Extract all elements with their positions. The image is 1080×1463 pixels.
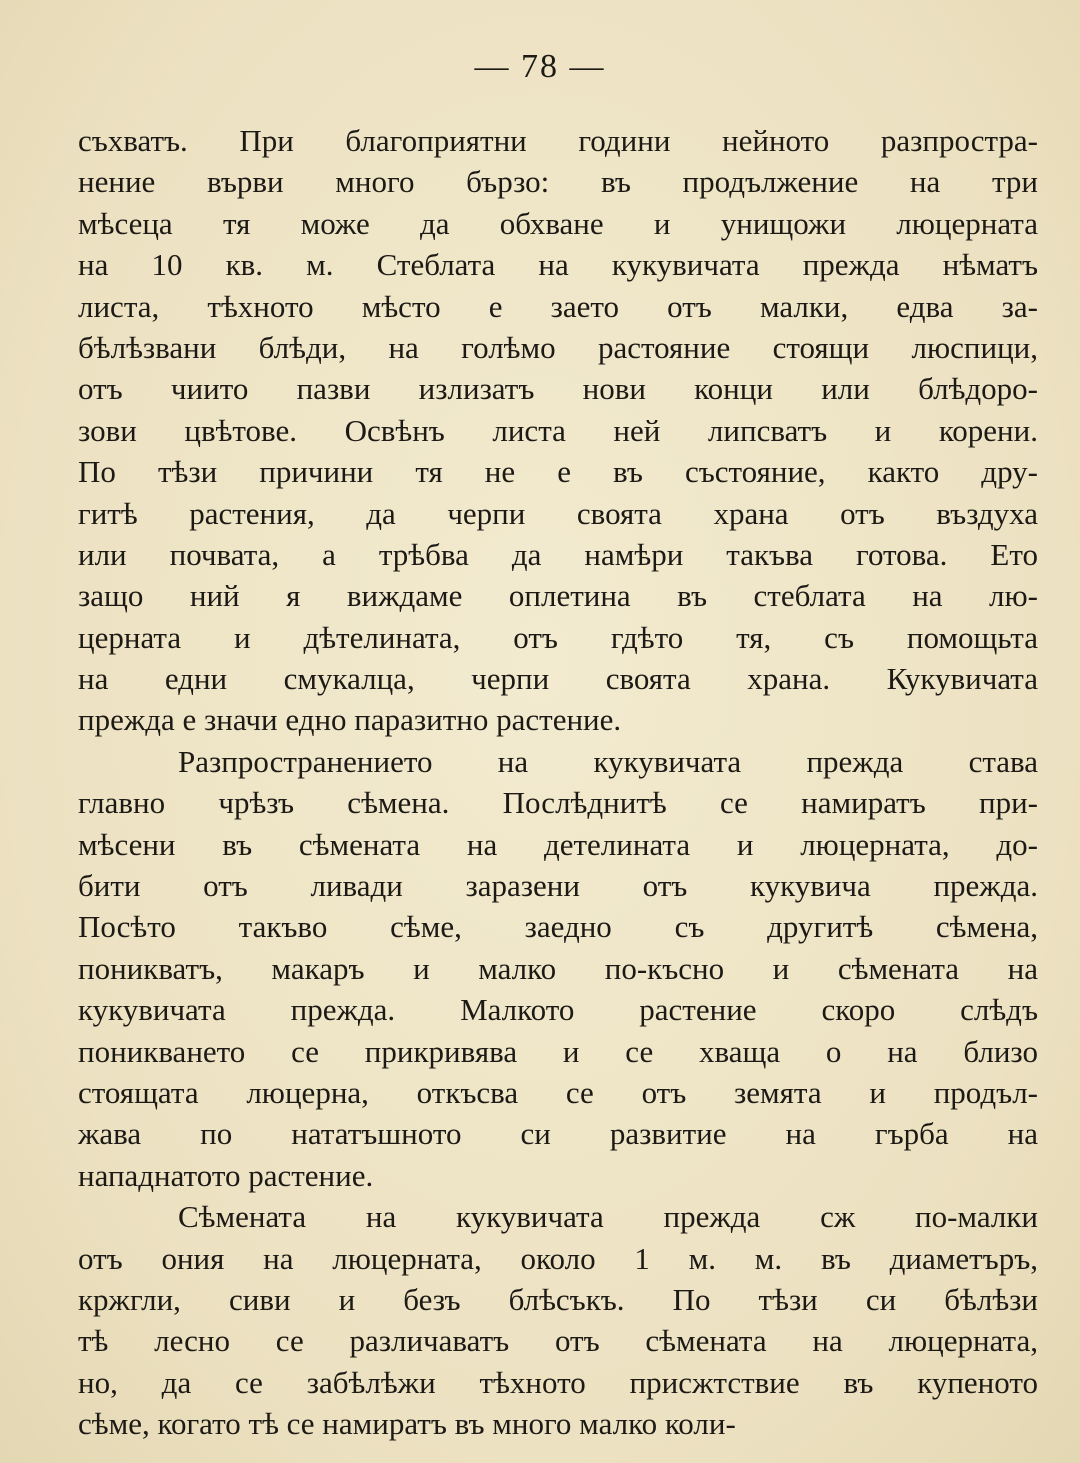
text-line: кукувичата прежда. Малкото растение скоро слѣдъ [78, 992, 1038, 1028]
text-line: но, да се забѣлѣжи тѣхното присжтствие въ купеното [78, 1364, 1038, 1400]
text-line: зови цвѣтове. Освѣнъ листа ней липсватъ и корени. [78, 412, 1038, 448]
text-line: поникватъ, макаръ и малко по-късно и сѣмената на [78, 950, 1038, 986]
text-line: защо ний я виждаме оплетина въ стеблата на лю- [78, 578, 1038, 614]
text-line: Сѣмената на кукувичата прежда сж по-малки [178, 1199, 1038, 1235]
text-line: поникването се прикривява и се хваща о на близо [78, 1033, 1038, 1069]
text-line: стоящата люцерна, откъсва се отъ земята и продъл- [78, 1074, 1038, 1110]
text-line: Посѣто такъво сѣме, заедно съ другитѣ сѣмена, [78, 909, 1038, 945]
text-line: отъ ония на люцерната, около 1 м. м. въ диаметъръ, [78, 1240, 1038, 1276]
text-line: гитѣ растения, да черпи своята храна отъ въздуха [78, 495, 1038, 531]
text-line: мѣсеца тя може да обхване и унищожи люцерната [78, 205, 1038, 241]
text-line: По тѣзи причини тя не е въ състояние, както дру- [78, 454, 1038, 490]
page-number: — 78 — [474, 48, 606, 85]
text-line: бити отъ ливади заразени отъ кукувича прежда. [78, 868, 1038, 904]
text-line: Разпространението на кукувичата прежда става [178, 743, 1038, 779]
text-line: кржгли, сиви и безъ блѣсъкъ. По тѣзи си бѣлѣзи [78, 1281, 1038, 1317]
text-line: главно чрѣзъ сѣмена. Послѣднитѣ се намиратъ при- [78, 785, 1038, 821]
text-line: на 10 кв. м. Стеблата на кукувичата прежда нѣматъ [78, 247, 1038, 283]
paragraph [78, 741, 1038, 1196]
text-line: съхватъ. При благоприятни години нейното разпростра- [78, 123, 1038, 158]
text-line: сѣме, когато тѣ се намиратъ въ много малко коли- [78, 1406, 736, 1442]
text-line: церната и дѣтелината, отъ гдѣто тя, съ помощьта [78, 619, 1038, 655]
paragraph [78, 1196, 1038, 1444]
text-line: на едни смукалца, черпи своята храна. Кукувичата [78, 661, 1038, 697]
body-text [78, 120, 1038, 1445]
text-line: или почвата, а трѣбва да намѣри такъва готова. Ето [78, 536, 1038, 572]
text-line: нападнатото растение. [78, 1157, 374, 1193]
text-line: листа, тѣхното мѣсто е заето отъ малки, едва за- [78, 288, 1038, 324]
paragraph [78, 120, 1038, 741]
text-line: тѣ лесно се различаватъ отъ сѣмената на люцерната, [78, 1323, 1038, 1359]
text-line: жава по нататъшното си развитие на гърба на [78, 1116, 1038, 1152]
text-line: нение върви много бързо: въ продължение на три [78, 164, 1038, 200]
text-line: отъ чиито пазви излизатъ нови конци или блѣдоро- [78, 371, 1038, 407]
text-line: мѣсени въ сѣмената на детелината и люцерната, до- [78, 826, 1038, 862]
text-line: бѣлѣзвани блѣди, на голѣмо растояние стоящи люспици, [78, 329, 1038, 365]
text-line: прежда е значи едно паразитно растение. [78, 702, 622, 738]
